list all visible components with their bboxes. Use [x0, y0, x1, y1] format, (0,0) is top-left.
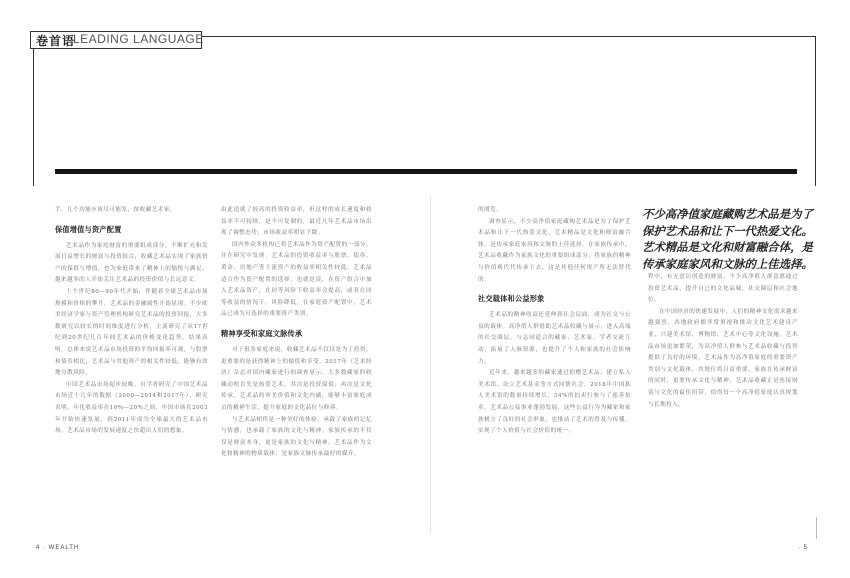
column-4-paragraph-2: 在中国经济的快速发展中，人们的精神文化需求越来越强烈，各地政府都非常重视和推动文化艺术建设产业，兴建美术馆、博物馆、艺术中心等文化设施，艺术品市场更加繁荣，为高净值人群参与艺术品收藏与投资提供了良好的环境，艺术品作为高净值家庭的重要资产类别与文化载体，其地位将日益重要，家族在传承财富的同时，更要传承文化与精神，艺术品收藏正是连接财富与文化的最佳纽带，值得每一个高净值家庭认真规划与长期投入。	[648, 308, 799, 408]
heading-spiritual-heritage: 精神享受和家庭文脉传承	[221, 328, 303, 338]
folio-right: · 5	[798, 545, 809, 551]
pull-quote-line: 不少高净值家庭藏购艺术品是为了	[642, 207, 813, 221]
header-rule	[55, 169, 797, 174]
column-1-paragraph-1: 艺术品作为家庭财富的重要组成部分，不断扩充和发展日益增长的财富与投资组合，收藏艺术品实现了家族资产的保值与增值，也为家庭带来了精神上的愉悦与满足，越来越多的人开始关注艺术品的投资价值与长远意义。	[55, 242, 208, 284]
pull-quote-line: 传承家庭家风和文脉的上佳选择。	[642, 256, 813, 271]
folio-left: 4 · WEALTH	[36, 545, 80, 551]
section-title-cn: 卷首语	[36, 34, 76, 48]
page-gutter	[430, 196, 431, 533]
pull-quote	[642, 206, 813, 272]
heading-value-preservation: 保值增值与资产配置	[55, 224, 122, 234]
column-1	[55, 205, 208, 438]
column-1-intro: 手，几个功能应该尽可能发，按收藏艺术家。	[55, 207, 176, 213]
column-4	[648, 272, 798, 411]
footer-tick	[816, 517, 817, 539]
column-3	[478, 205, 631, 438]
column-3-paragraph-4: 近年来，越来越多的藏家通过捐赠艺术品、建立私人美术馆、设立艺术基金等方式回馈社会。2018年中国私人美术馆的数量持续增长，34%的拍卖行参与了慈善拍卖，艺术品公益事业蓬勃发展，这些公益行为为藏家和家族树立了良好的社会形象，也推动了艺术的普及与传播，实现了个人价值与社会价值的统一。	[478, 370, 631, 435]
column-2-paragraph-3: 对于很多家庭来说，收藏艺术品不仅仅是为了投资，更重要的是获得精神上的愉悦和享受。2017年《艺术经济》杂志对国内藏家进行的调查显示，大多数藏家的收藏动机首先是热爱艺术，其次是投资保值，再次是文化传承。艺术品的审美价值和文化内涵，能够丰富家庭成员的精神生活，提升家庭的文化品位与修养。	[221, 346, 372, 411]
header-frame	[33, 36, 816, 186]
heading-social-charity: 社交载体和公益形象	[478, 294, 545, 304]
column-2-paragraph-2: 国内外众多机构已将艺术品作为资产配置的一部分，并在研究中发现：艺术品的投资收益率与股票、债券、黄金、房地产等主流资产的收益率相关性较低，艺术品适合作为资产配置的选择，也就是说，在资产组合中加入艺术品资产，在同等风险下收益率会提高，或者在同等收益的情况下，风险降低。在家庭资产配置中，艺术品已成为可选择的重要资产类别。	[221, 241, 372, 318]
column-4-paragraph-1: 程中，有无意识创造的财富，不少高净值人群意愿通过投资艺术品，提升自己的文化品味，社交圈层和社会地位。	[648, 274, 798, 304]
pull-quote-line: 艺术精品是文化和财富融合体，是	[642, 240, 813, 255]
column-2-paragraph-1: 由此造就了较高的投资收益率，但这样的成长速度和收益率不可持续，是不可复制的，最近几年艺术品市场出现了调整态势，市场收益率明显下降。	[221, 207, 372, 237]
column-3-paragraph-3: 艺术品的精神收益还延伸到社会层面，成为社交与公益的载体。高净值人群借助艺术品收藏与展示，进入高端的社交圈层，与志同道合的藏家、艺术家、学者交流互动，拓展了人脉资源，也提升了个人和家族的社会影响力。	[478, 312, 631, 365]
column-2	[221, 205, 372, 461]
column-1-paragraph-2: 上个世纪80—90年代开始，伴随着全球艺术品市场规模和价格的攀升，艺术品的金融属性开始显现。不少欧美经济学家与资产管理机构研究艺术品的投资回报，大多数研究以较长的时间维度进行分析，主流研究了从17世纪到20世纪几百年间艺术品的价格变化趋势，结果表明，总体来说艺术品市场投资的平均回报率可观，与股票和债券相比，艺术品与其他资产的相关性较低，能够有效地分散风险。	[55, 288, 208, 377]
column-3-paragraph-1: 的浏览。	[478, 207, 503, 213]
pull-quote-line: 保护艺术品和让下一代热爱文化。	[642, 223, 813, 238]
column-2-paragraph-4: 与艺术品相伴是一种美好的体验，承载了家族的记忆与情感，也承载了家族的文化与精神。家族传承的不仅仅是财富本身，更是家族的文化与精神，艺术品作为文化和精神的物质载体，是家族文脉传承最好的媒介。	[221, 416, 372, 458]
section-title-en: LEADING LANGUAGE	[73, 32, 204, 46]
column-1-paragraph-3: 中国艺术品市场起步较晚，有学者研究了中国艺术品市场近十几年的数据（2000—2014和2017年），研究表明，年化收益率在10%—20%之间，中国市场在2003年开始快速发展，到2011年成为全球最大的艺术品市场，艺术品市场的发展速度之快超出人们的想象。	[55, 381, 208, 435]
column-3-paragraph-2: 调查显示，不少高净值家庭藏购艺术品是为了保护艺术品和让下一代热爱文化，艺术精品是文化和财富融合体，是传承家庭家风和文脉的上佳选择，在家族传承中，艺术品收藏作为家族文化的重要组成部分，将家族的精神与价值观代代传承下去，这是其他任何资产所无法替代的。	[478, 218, 631, 283]
